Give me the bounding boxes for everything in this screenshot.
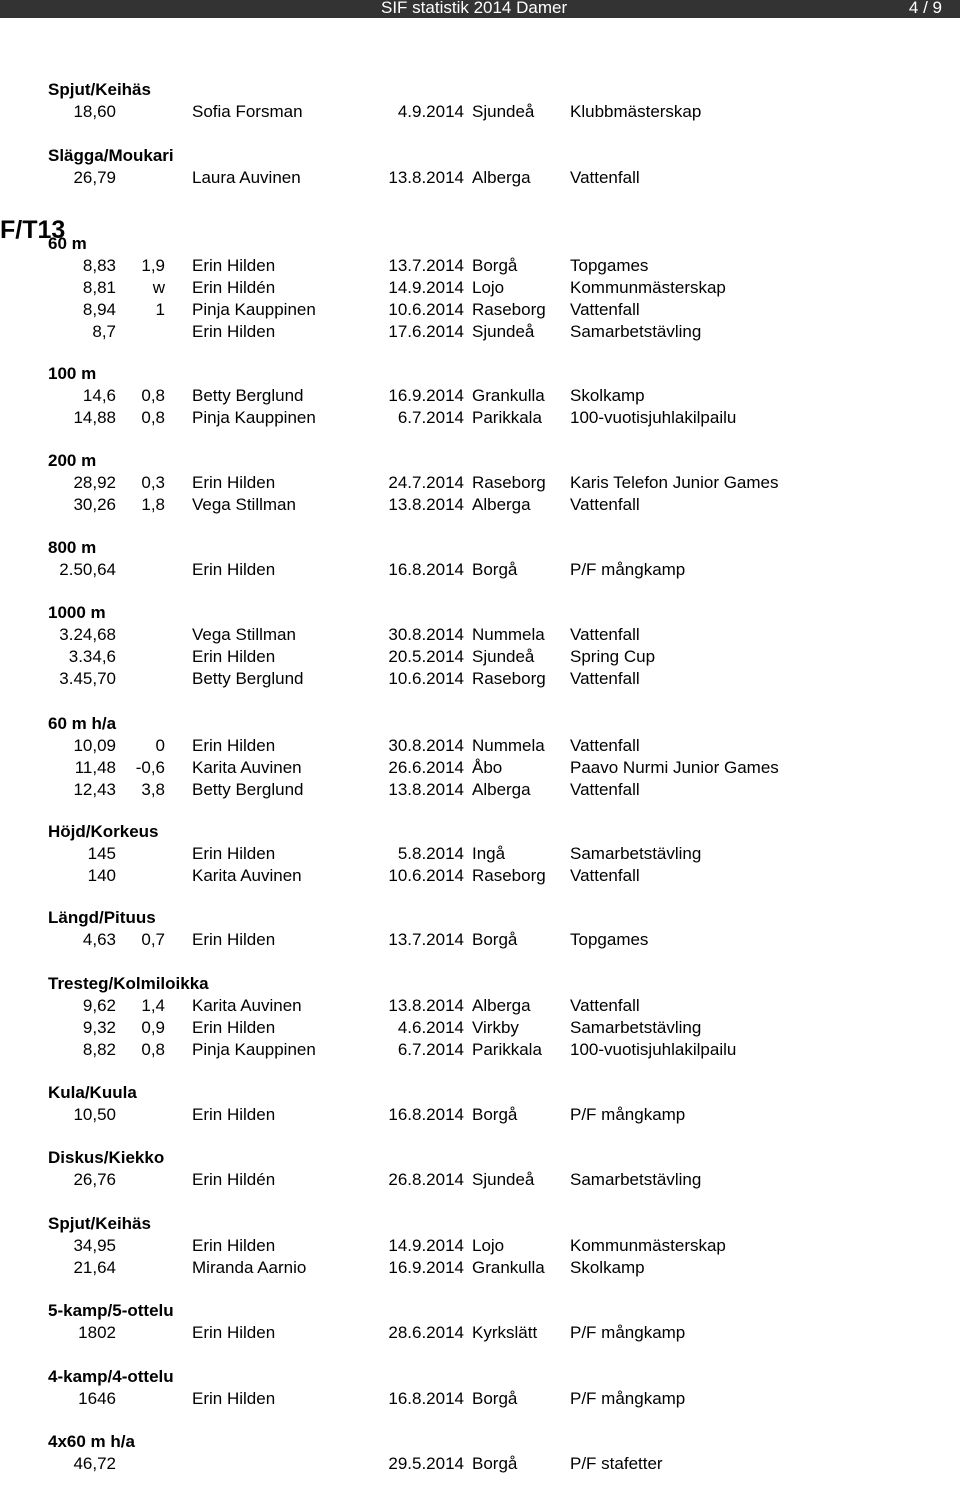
result-row	[0, 668, 960, 690]
result-place: Kyrkslätt	[472, 1323, 538, 1342]
competition-name: Spring Cup	[570, 647, 656, 666]
result-date: 10.6.2014	[388, 866, 464, 885]
event-title: Tresteg/Kolmiloikka	[48, 974, 209, 993]
competition-name: Vattenfall	[570, 168, 640, 187]
result-place: Sjundeå	[472, 102, 535, 121]
result-row	[0, 757, 960, 779]
result-value: 26,79	[73, 168, 116, 187]
result-date: 13.7.2014	[388, 930, 464, 949]
competition-name: Vattenfall	[570, 300, 640, 319]
event-title: 4-kamp/4-ottelu	[48, 1367, 174, 1386]
result-row	[0, 1453, 960, 1475]
result-row	[0, 1169, 960, 1191]
athlete-name: Pinja Kauppinen	[192, 300, 316, 319]
athlete-name: Erin Hilden	[192, 844, 276, 863]
result-place: Lojo	[472, 1236, 505, 1255]
athlete-name: Miranda Aarnio	[192, 1258, 307, 1277]
document-title: SIF statistik 2014 Damer	[381, 0, 568, 17]
event-title: 4x60 m h/a	[48, 1432, 135, 1451]
result-value: 8,83	[82, 256, 116, 275]
result-value: 10,09	[73, 736, 116, 755]
competition-name: Samarbetstävling	[570, 1018, 702, 1037]
result-row	[0, 995, 960, 1017]
athlete-name: Laura Auvinen	[192, 168, 301, 187]
result-row	[0, 779, 960, 801]
result-place: Sjundeå	[472, 647, 535, 666]
result-value: 14,6	[82, 386, 116, 405]
result-value: 8,94	[82, 300, 116, 319]
wind-value: 1,4	[141, 996, 165, 1015]
result-place: Alberga	[472, 996, 531, 1015]
wind-value: w	[152, 278, 165, 297]
competition-name: 100-vuotisjuhlakilpailu	[570, 408, 737, 427]
result-date: 16.8.2014	[388, 1105, 464, 1124]
result-value: 3.45,70	[59, 669, 116, 688]
result-value: 30,26	[73, 495, 116, 514]
result-value: 8,82	[82, 1040, 116, 1059]
result-place: Alberga	[472, 495, 531, 514]
event-title: 5-kamp/5-ottelu	[48, 1301, 174, 1320]
competition-name: Samarbetstävling	[570, 1170, 702, 1189]
result-value: 26,76	[73, 1170, 116, 1189]
wind-value: 1	[155, 300, 165, 319]
competition-name: P/F mångkamp	[570, 1105, 686, 1124]
wind-value: 1,9	[141, 256, 165, 275]
result-place: Parikkala	[472, 1040, 542, 1059]
result-row	[0, 407, 960, 429]
event-title: Spjut/Keihäs	[48, 80, 151, 99]
athlete-name: Erin Hilden	[192, 322, 276, 341]
age-group-title: F/T13	[0, 216, 66, 244]
athlete-name: Erin Hilden	[192, 930, 276, 949]
athlete-name: Karita Auvinen	[192, 866, 302, 885]
result-date: 13.8.2014	[388, 780, 464, 799]
result-place: Sjundeå	[472, 1170, 535, 1189]
result-date: 13.8.2014	[388, 495, 464, 514]
result-place: Borgå	[472, 560, 518, 579]
result-date: 24.7.2014	[388, 473, 464, 492]
result-date: 16.9.2014	[388, 1258, 464, 1277]
wind-value: 0	[155, 736, 165, 755]
competition-name: Vattenfall	[570, 669, 640, 688]
competition-name: Kommunmästerskap	[570, 1236, 726, 1255]
result-row	[0, 865, 960, 887]
competition-name: Topgames	[570, 930, 649, 949]
result-date: 13.8.2014	[388, 996, 464, 1015]
athlete-name: Pinja Kauppinen	[192, 408, 316, 427]
result-value: 8,7	[92, 322, 116, 341]
competition-name: Vattenfall	[570, 780, 640, 799]
result-value: 28,92	[73, 473, 116, 492]
result-value: 18,60	[73, 102, 116, 121]
wind-value: 3,8	[141, 780, 165, 799]
result-place: Grankulla	[472, 386, 545, 405]
result-value: 21,64	[73, 1258, 116, 1277]
result-date: 13.8.2014	[388, 168, 464, 187]
event-title: 200 m	[48, 451, 97, 470]
competition-name: P/F stafetter	[570, 1454, 663, 1473]
result-place: Sjundeå	[472, 322, 535, 341]
result-place: Raseborg	[472, 669, 546, 688]
result-row	[0, 494, 960, 516]
result-date: 17.6.2014	[388, 322, 464, 341]
result-row	[0, 167, 960, 189]
athlete-name: Karita Auvinen	[192, 996, 302, 1015]
wind-value: 0,9	[141, 1018, 165, 1037]
athlete-name: Erin Hilden	[192, 1105, 276, 1124]
result-value: 3.34,6	[68, 647, 116, 666]
result-place: Grankulla	[472, 1258, 545, 1277]
athlete-name: Betty Berglund	[192, 780, 304, 799]
result-place: Raseborg	[472, 473, 546, 492]
result-date: 5.8.2014	[397, 844, 464, 863]
athlete-name: Erin Hilden	[192, 647, 276, 666]
event-title: Diskus/Kiekko	[48, 1148, 165, 1167]
athlete-name: Vega Stillman	[192, 625, 296, 644]
result-row	[0, 255, 960, 277]
athlete-name: Erin Hilden	[192, 1389, 276, 1408]
result-date: 29.5.2014	[388, 1454, 464, 1473]
result-date: 14.9.2014	[388, 1236, 464, 1255]
competition-name: Topgames	[570, 256, 649, 275]
event-title: 60 m	[48, 234, 87, 253]
athlete-name: Pinja Kauppinen	[192, 1040, 316, 1059]
result-date: 30.8.2014	[388, 736, 464, 755]
athlete-name: Betty Berglund	[192, 669, 304, 688]
result-date: 14.9.2014	[388, 278, 464, 297]
result-place: Borgå	[472, 256, 518, 275]
page-number: 4 / 9	[908, 0, 942, 17]
result-row	[0, 1257, 960, 1279]
event-title: 100 m	[48, 364, 97, 383]
result-date: 6.7.2014	[397, 1040, 464, 1059]
athlete-name: Betty Berglund	[192, 386, 304, 405]
result-value: 1646	[78, 1389, 116, 1408]
wind-value: 0,3	[141, 473, 165, 492]
athlete-name: Erin Hilden	[192, 1018, 276, 1037]
result-row	[0, 101, 960, 123]
result-row	[0, 1388, 960, 1410]
result-row	[0, 843, 960, 865]
wind-value: -0,6	[135, 758, 165, 777]
competition-name: Vattenfall	[570, 866, 640, 885]
competition-name: Karis Telefon Junior Games	[570, 473, 779, 492]
result-value: 1802	[78, 1323, 116, 1342]
result-date: 10.6.2014	[388, 669, 464, 688]
result-row	[0, 1235, 960, 1257]
result-row	[0, 1322, 960, 1344]
event-title: Höjd/Korkeus	[48, 822, 159, 841]
competition-name: Vattenfall	[570, 996, 640, 1015]
event-title: Slägga/Moukari	[48, 146, 174, 165]
wind-value: 0,8	[141, 386, 165, 405]
competition-name: Vattenfall	[570, 625, 640, 644]
result-row	[0, 929, 960, 951]
result-place: Borgå	[472, 1389, 518, 1408]
athlete-name: Sofia Forsman	[192, 102, 303, 121]
result-value: 46,72	[73, 1454, 116, 1473]
result-value: 14,88	[73, 408, 116, 427]
result-row	[0, 646, 960, 668]
athlete-name: Erin Hildén	[192, 1170, 276, 1189]
result-date: 30.8.2014	[388, 625, 464, 644]
athlete-name: Erin Hilden	[192, 256, 276, 275]
competition-name: Vattenfall	[570, 736, 640, 755]
result-place: Alberga	[472, 780, 531, 799]
competition-name: P/F mångkamp	[570, 1323, 686, 1342]
result-date: 16.8.2014	[388, 1389, 464, 1408]
result-value: 145	[87, 844, 116, 863]
result-value: 2.50,64	[59, 560, 116, 579]
result-place: Raseborg	[472, 300, 546, 319]
result-value: 9,62	[82, 996, 116, 1015]
athlete-name: Karita Auvinen	[192, 758, 302, 777]
athlete-name: Erin Hildén	[192, 278, 276, 297]
result-value: 4,63	[82, 930, 116, 949]
result-row	[0, 559, 960, 581]
result-row	[0, 299, 960, 321]
result-place: Åbo	[472, 758, 503, 777]
wind-value: 1,8	[141, 495, 165, 514]
athlete-name: Erin Hilden	[192, 1323, 276, 1342]
event-title: Spjut/Keihäs	[48, 1214, 151, 1233]
result-date: 6.7.2014	[397, 408, 464, 427]
wind-value: 0,7	[141, 930, 165, 949]
result-date: 13.7.2014	[388, 256, 464, 275]
competition-name: Kommunmästerskap	[570, 278, 726, 297]
result-value: 10,50	[73, 1105, 116, 1124]
competition-name: Paavo Nurmi Junior Games	[570, 758, 779, 777]
event-title: Kula/Kuula	[48, 1083, 137, 1102]
event-title: 1000 m	[48, 603, 106, 622]
result-value: 140	[87, 866, 116, 885]
event-title: Längd/Pituus	[48, 908, 156, 927]
event-title: 60 m h/a	[48, 714, 117, 733]
athlete-name: Erin Hilden	[192, 1236, 276, 1255]
result-date: 28.6.2014	[388, 1323, 464, 1342]
competition-name: P/F mångkamp	[570, 560, 686, 579]
result-value: 34,95	[73, 1236, 116, 1255]
result-place: Virkby	[472, 1018, 519, 1037]
result-row	[0, 472, 960, 494]
competition-name: Samarbetstävling	[570, 844, 702, 863]
page-header	[0, 0, 960, 18]
wind-value: 0,8	[141, 408, 165, 427]
result-date: 4.6.2014	[397, 1018, 464, 1037]
result-date: 16.8.2014	[388, 560, 464, 579]
result-place: Borgå	[472, 1454, 518, 1473]
result-row	[0, 1017, 960, 1039]
result-date: 26.6.2014	[388, 758, 464, 777]
result-date: 4.9.2014	[397, 102, 464, 121]
event-title: 800 m	[48, 538, 97, 557]
competition-name: P/F mångkamp	[570, 1389, 686, 1408]
result-date: 16.9.2014	[388, 386, 464, 405]
athlete-name: Erin Hilden	[192, 473, 276, 492]
result-value: 11,48	[74, 758, 116, 777]
athlete-name: Erin Hilden	[192, 560, 276, 579]
result-date: 10.6.2014	[388, 300, 464, 319]
result-value: 8,81	[82, 278, 116, 297]
competition-name: Skolkamp	[570, 386, 645, 405]
result-row	[0, 1104, 960, 1126]
competition-name: 100-vuotisjuhlakilpailu	[570, 1040, 737, 1059]
competition-name: Klubbmästerskap	[570, 102, 702, 121]
result-row	[0, 1039, 960, 1061]
wind-value: 0,8	[141, 1040, 165, 1059]
competition-name: Vattenfall	[570, 495, 640, 514]
athlete-name: Erin Hilden	[192, 736, 276, 755]
result-place: Borgå	[472, 1105, 518, 1124]
result-place: Lojo	[472, 278, 505, 297]
result-date: 20.5.2014	[388, 647, 464, 666]
result-row	[0, 735, 960, 757]
result-value: 3.24,68	[59, 625, 116, 644]
result-place: Parikkala	[472, 408, 542, 427]
result-place: Raseborg	[472, 866, 546, 885]
result-place: Alberga	[472, 168, 531, 187]
competition-name: Skolkamp	[570, 1258, 645, 1277]
athlete-name: Vega Stillman	[192, 495, 296, 514]
competition-name: Samarbetstävling	[570, 322, 702, 341]
result-place: Nummela	[472, 625, 545, 644]
result-row	[0, 321, 960, 343]
result-place: Borgå	[472, 930, 518, 949]
result-date: 26.8.2014	[388, 1170, 464, 1189]
result-place: Nummela	[472, 736, 545, 755]
result-row	[0, 624, 960, 646]
result-value: 9,32	[82, 1018, 116, 1037]
result-place: Ingå	[472, 844, 506, 863]
result-row	[0, 277, 960, 299]
result-row	[0, 385, 960, 407]
result-value: 12,43	[73, 780, 116, 799]
